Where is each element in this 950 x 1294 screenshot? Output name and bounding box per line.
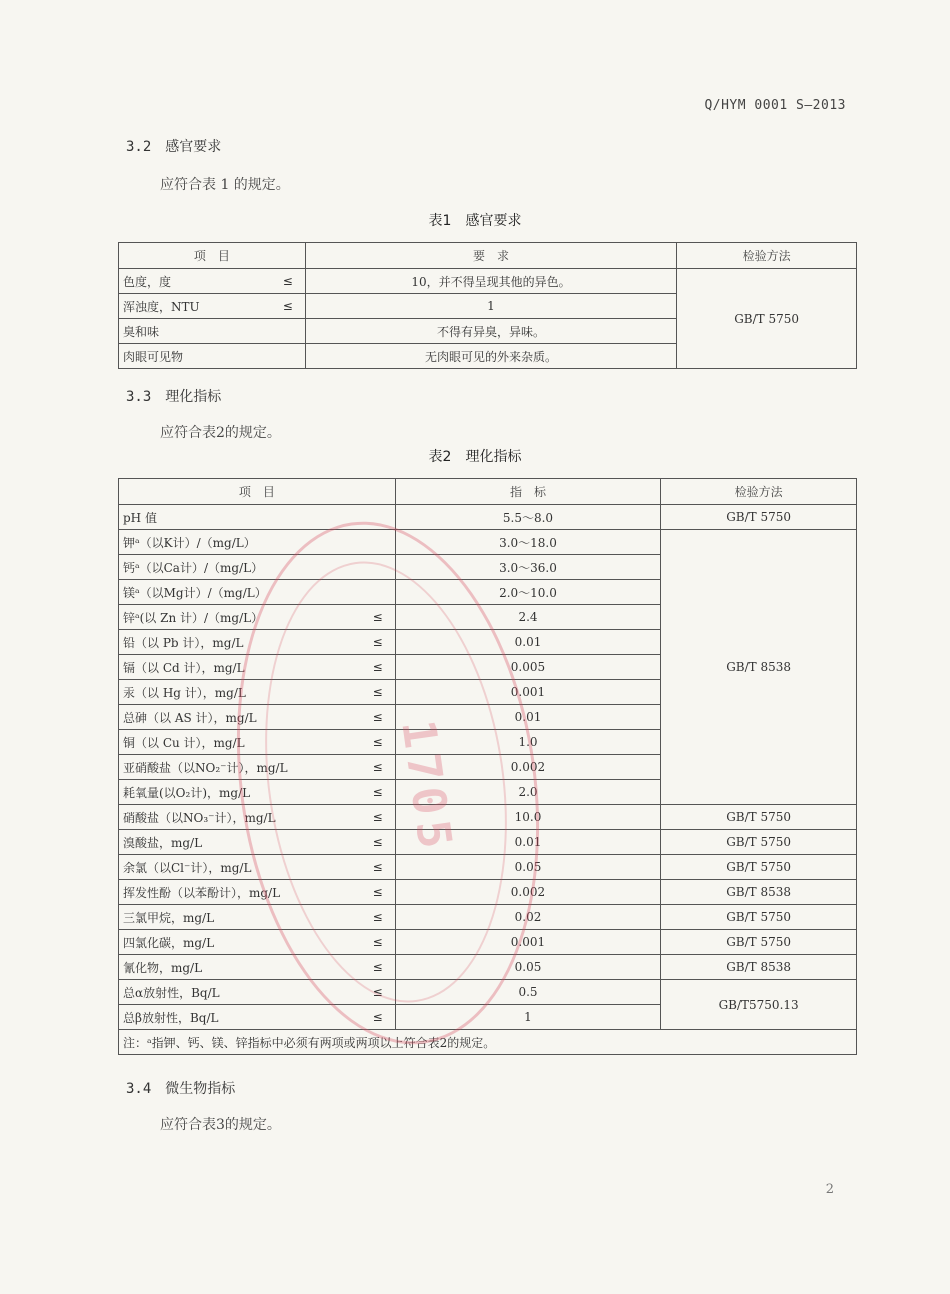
le-sign: ≤ <box>372 860 383 874</box>
row-value: 5.5～8.0 <box>395 505 661 530</box>
row-method: GB/T 5750 <box>661 905 857 930</box>
le-sign: ≤ <box>372 1010 383 1024</box>
le-sign: ≤ <box>282 299 293 313</box>
col-header-method: 检验方法 <box>661 479 857 505</box>
row-item-cell <box>119 1005 396 1030</box>
row-item-cell <box>119 805 396 830</box>
table-row <box>119 505 857 530</box>
row-item-cell <box>119 730 396 755</box>
row-item: 铅（以 Pb 计），mg/L <box>123 635 244 650</box>
table-1-caption <box>0 210 950 230</box>
table-row <box>119 830 857 855</box>
row-item-cell <box>119 905 396 930</box>
table-note: 注：ᵃ指钾、钙、镁、锌指标中必须有两项或两项以上符合表2的规定。 <box>119 1030 857 1055</box>
le-sign: ≤ <box>372 835 383 849</box>
table-row <box>119 980 857 1005</box>
row-item: 溴酸盐，mg/L <box>123 835 203 850</box>
row-item: 三氯甲烷，mg/L <box>123 910 215 925</box>
page-number: 2 <box>825 1182 834 1197</box>
le-sign: ≤ <box>372 735 383 749</box>
seal-code-mark: 1705 <box>391 716 464 858</box>
row-method: GB/T 5750 <box>661 505 857 530</box>
row-method: GB/T 5750 <box>661 805 857 830</box>
le-sign: ≤ <box>372 885 383 899</box>
row-requirement: 1 <box>305 294 677 319</box>
section-number: 3.2 <box>126 139 152 155</box>
table-row <box>119 805 857 830</box>
row-value: 0.05 <box>395 955 661 980</box>
row-value: 2.0～10.0 <box>395 580 661 605</box>
row-item: 耗氧量(以O₂计)，mg/L <box>123 785 251 800</box>
row-method: GB/T5750.13 <box>661 980 857 1030</box>
row-item: 钙ᵃ（以Ca计）/（mg/L） <box>123 560 264 575</box>
row-item-cell <box>119 269 306 294</box>
row-value: 1.0 <box>395 730 661 755</box>
le-sign: ≤ <box>372 985 383 999</box>
row-item-cell <box>119 780 396 805</box>
table-2-caption <box>0 446 950 466</box>
row-item: 汞（以 Hg 计），mg/L <box>123 685 246 700</box>
caption-title: 理化指标 <box>465 449 522 465</box>
table-row <box>119 880 857 905</box>
le-sign: ≤ <box>372 710 383 724</box>
row-item-cell <box>119 655 396 680</box>
row-item-cell <box>119 755 396 780</box>
row-item-cell <box>119 605 396 630</box>
table-row <box>119 955 857 980</box>
row-item: 总β放射性，Bq/L <box>123 1010 219 1025</box>
section-3-2-intro: 应符合表 1 的规定。 <box>160 177 290 193</box>
row-item: 总砷（以 AS 计），mg/L <box>123 710 257 725</box>
row-item-cell <box>119 980 396 1005</box>
col-header-item: 项 目 <box>119 243 306 269</box>
row-item-cell <box>119 630 396 655</box>
row-item-cell <box>119 830 396 855</box>
row-requirement: 不得有异臭，异味。 <box>305 319 677 344</box>
le-sign: ≤ <box>372 810 383 824</box>
row-value: 3.0～18.0 <box>395 530 661 555</box>
row-item: 四氯化碳，mg/L <box>123 935 215 950</box>
row-value: 0.001 <box>395 930 661 955</box>
section-3-3-heading <box>126 386 221 406</box>
row-value: 3.0～36.0 <box>395 555 661 580</box>
row-value: 10.0 <box>395 805 661 830</box>
row-item: pH 值 <box>123 510 157 525</box>
section-title: 理化指标 <box>165 389 222 405</box>
section-3-3-intro: 应符合表2的规定。 <box>160 425 281 441</box>
row-value: 0.5 <box>395 980 661 1005</box>
row-method: GB/T 5750 <box>661 855 857 880</box>
row-method: GB/T 5750 <box>677 269 857 369</box>
table-row <box>119 855 857 880</box>
row-item-cell <box>119 930 396 955</box>
row-value: 0.005 <box>395 655 661 680</box>
col-header-value: 指 标 <box>395 479 661 505</box>
row-item-cell <box>119 880 396 905</box>
table-row <box>119 269 857 294</box>
table-note-row <box>119 1030 857 1055</box>
row-requirement: 10，并不得呈现其他的异色。 <box>305 269 677 294</box>
row-value: 0.002 <box>395 755 661 780</box>
table-1-sensory <box>118 242 857 369</box>
row-item-cell <box>119 680 396 705</box>
row-item-cell <box>119 855 396 880</box>
row-method: GB/T 8538 <box>661 880 857 905</box>
col-header-method: 检验方法 <box>677 243 857 269</box>
row-method: GB/T 8538 <box>661 530 857 805</box>
le-sign: ≤ <box>372 935 383 949</box>
section-number: 3.3 <box>126 389 152 405</box>
section-3-4-intro: 应符合表3的规定。 <box>160 1117 281 1133</box>
row-method: GB/T 8538 <box>661 955 857 980</box>
row-value: 0.001 <box>395 680 661 705</box>
row-value: 2.0 <box>395 780 661 805</box>
row-item: 总α放射性，Bq/L <box>123 985 220 1000</box>
row-value: 2.4 <box>395 605 661 630</box>
col-header-requirement: 要 求 <box>305 243 677 269</box>
row-item: 镁ᵃ（以Mg计）/（mg/L） <box>123 585 267 600</box>
row-item-cell <box>119 319 306 344</box>
row-method: GB/T 5750 <box>661 830 857 855</box>
row-item-cell <box>119 530 396 555</box>
section-title: 感官要求 <box>165 139 222 155</box>
table-header-row <box>119 479 857 505</box>
row-item-cell <box>119 705 396 730</box>
standard-number: Q/HYM 0001 S—2013 <box>704 98 846 113</box>
row-item-cell <box>119 555 396 580</box>
le-sign: ≤ <box>372 760 383 774</box>
row-item: 铜（以 Cu 计），mg/L <box>123 735 245 750</box>
row-method: GB/T 5750 <box>661 930 857 955</box>
row-item: 臭和味 <box>123 324 160 339</box>
row-item: 镉（以 Cd 计），mg/L <box>123 660 245 675</box>
row-item: 锌ᵃ(以 Zn 计）/（mg/L） <box>123 610 264 625</box>
row-item: 色度，度 <box>123 274 172 289</box>
row-item-cell <box>119 580 396 605</box>
row-value: 0.05 <box>395 855 661 880</box>
row-item: 钾ᵃ（以K计）/（mg/L） <box>123 535 256 550</box>
section-number: 3.4 <box>126 1081 152 1097</box>
row-item: 氰化物，mg/L <box>123 960 203 975</box>
section-3-2-heading <box>126 136 221 156</box>
le-sign: ≤ <box>372 785 383 799</box>
row-value: 0.01 <box>395 705 661 730</box>
row-item-cell <box>119 344 306 369</box>
row-requirement: 无肉眼可见的外来杂质。 <box>305 344 677 369</box>
row-item-cell <box>119 505 396 530</box>
caption-number: 表2 <box>428 449 452 465</box>
le-sign: ≤ <box>372 685 383 699</box>
table-2-physicochemical <box>118 478 857 1055</box>
row-item-cell <box>119 294 306 319</box>
row-item: 肉眼可见物 <box>123 349 184 364</box>
table-row <box>119 530 857 555</box>
row-item: 硝酸盐（以NO₃⁻计），mg/L <box>123 810 276 825</box>
row-value: 0.002 <box>395 880 661 905</box>
row-item: 浑浊度，NTU <box>123 299 200 314</box>
table-row <box>119 905 857 930</box>
le-sign: ≤ <box>372 660 383 674</box>
row-item: 挥发性酚（以苯酚计），mg/L <box>123 885 281 900</box>
col-header-item: 项 目 <box>119 479 396 505</box>
le-sign: ≤ <box>282 274 293 288</box>
le-sign: ≤ <box>372 610 383 624</box>
row-item: 亚硝酸盐（以NO₂⁻计），mg/L <box>123 760 288 775</box>
table-header-row <box>119 243 857 269</box>
le-sign: ≤ <box>372 960 383 974</box>
row-value: 0.01 <box>395 830 661 855</box>
row-item-cell <box>119 955 396 980</box>
section-title: 微生物指标 <box>165 1081 236 1097</box>
le-sign: ≤ <box>372 910 383 924</box>
row-value: 1 <box>395 1005 661 1030</box>
caption-number: 表1 <box>428 213 452 229</box>
row-value: 0.02 <box>395 905 661 930</box>
section-3-4-heading <box>126 1078 235 1098</box>
row-item: 余氯（以Cl⁻计），mg/L <box>123 860 252 875</box>
caption-title: 感官要求 <box>465 213 522 229</box>
row-value: 0.01 <box>395 630 661 655</box>
le-sign: ≤ <box>372 635 383 649</box>
table-row <box>119 930 857 955</box>
